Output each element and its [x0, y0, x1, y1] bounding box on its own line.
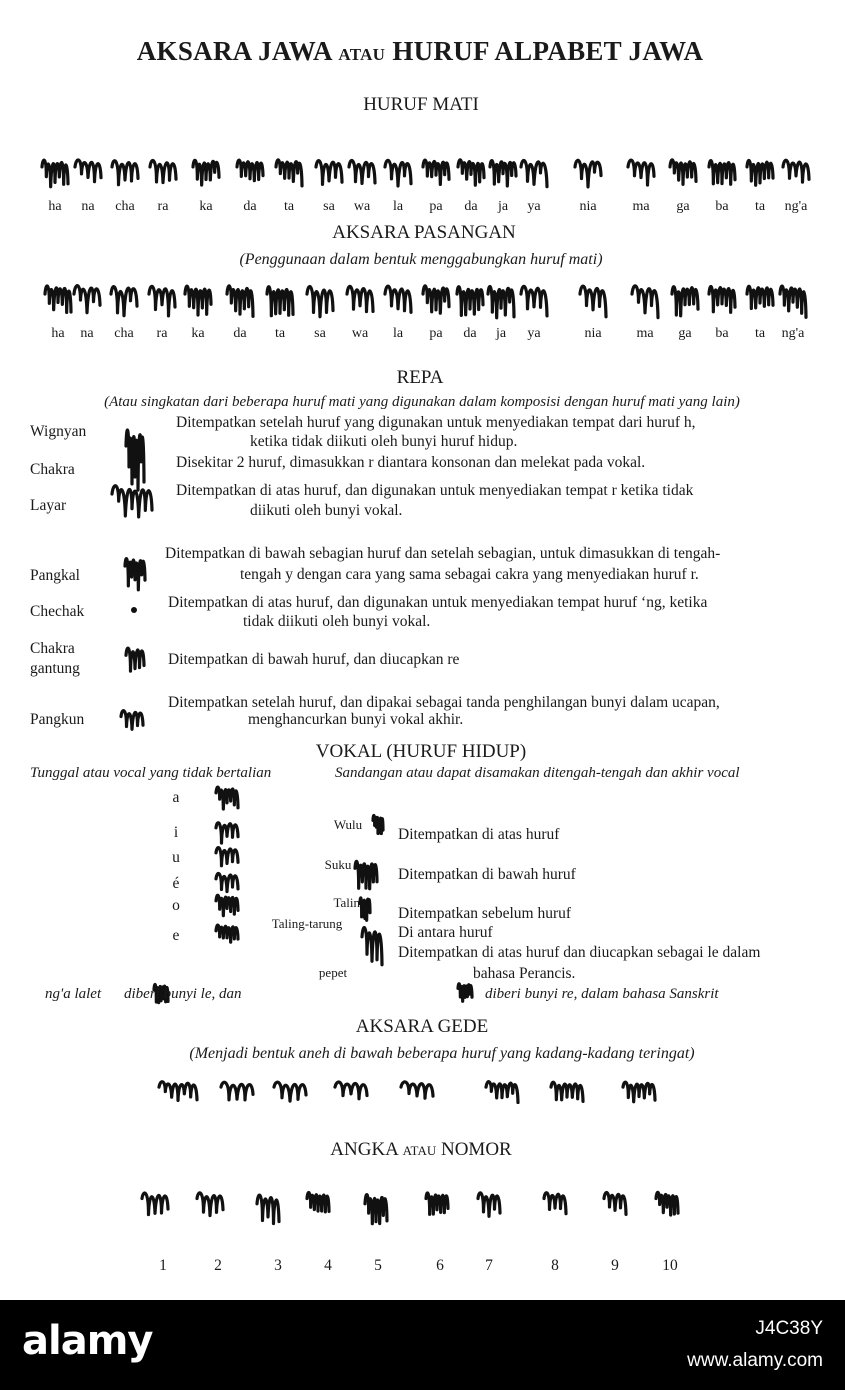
pasangan-label: ka: [191, 326, 205, 341]
vokal-heading: VOKAL (HURUF HIDUP): [315, 741, 527, 762]
huruf-mati-label: ka: [199, 199, 213, 214]
site-url: www.alamy.com: [687, 1350, 823, 1371]
re-desc: diberi bunyi re, dalam bahasa Sanskrit: [485, 986, 719, 1002]
numeral-glyph: [255, 1188, 281, 1233]
repa-item-name: Chechak: [30, 603, 85, 620]
huruf-mati-glyph: [314, 155, 344, 189]
repa-item-name: Chakra: [30, 640, 75, 657]
pasangan-glyph: [778, 280, 808, 320]
gede-glyph: [399, 1078, 435, 1104]
number-label: 7: [485, 1257, 493, 1274]
huruf-mati-glyph: [347, 155, 377, 189]
repa-heading: REPA: [396, 367, 444, 388]
numeral-glyph: [476, 1188, 502, 1218]
huruf-mati-glyph: [421, 155, 451, 189]
numeral-glyph: [602, 1188, 628, 1218]
gede-subtitle: (Menjadi bentuk aneh di bawah beberapa huruf yang kadang-kadang teringat): [189, 1045, 695, 1062]
huruf-mati-glyph: [274, 155, 304, 189]
pasangan-label: ta: [754, 326, 766, 341]
sandangan-desc: Ditempatkan sebelum huruf: [398, 905, 572, 922]
repa-item-desc: ketika tidak diikuti oleh bunyi huruf hidup.: [250, 433, 518, 450]
gede-glyph: [219, 1078, 255, 1104]
pasangan-label: ra: [156, 326, 168, 341]
sandangan-desc2: bahasa Perancis.: [473, 965, 576, 982]
vowel-glyph: [214, 921, 240, 949]
pasangan-glyph: [225, 280, 255, 320]
pasangan-glyph: [630, 280, 660, 320]
huruf-mati-label: la: [392, 199, 404, 214]
repa-glyph: [123, 552, 147, 592]
pasangan-glyph: [383, 280, 413, 320]
repa-item-desc: diikuti oleh bunyi vokal.: [250, 502, 403, 519]
number-label: 6: [436, 1257, 444, 1274]
pasangan-glyph: [421, 280, 451, 320]
huruf-mati-label: ha: [48, 199, 62, 214]
huruf-mati-glyph: [383, 155, 413, 189]
repa-glyph: [124, 642, 146, 680]
pasangan-glyph: [72, 280, 102, 320]
gede-glyph: [549, 1078, 585, 1104]
huruf-mati-label: sa: [323, 199, 335, 214]
huruf-mati-label: ta: [754, 199, 766, 214]
huruf-mati-label: ja: [497, 199, 509, 214]
number-label: 8: [551, 1257, 559, 1274]
sandangan-glyph: [360, 920, 384, 968]
pasangan-label: ga: [678, 326, 692, 341]
pasangan-label: nia: [584, 326, 602, 341]
repa-item-name: Pangkun: [30, 711, 85, 728]
pasangan-label: da: [233, 326, 247, 341]
numeral-glyph: [195, 1188, 225, 1218]
huruf-mati-label: ba: [715, 199, 729, 214]
pasangan-glyph: [519, 280, 549, 320]
pasangan-glyph: [305, 280, 335, 320]
pasangan-glyph: [265, 280, 295, 320]
numeral-glyph: [654, 1188, 680, 1218]
repa-glyph: [119, 706, 145, 736]
pasangan-glyph: [183, 280, 213, 320]
repa-item-desc: Ditempatkan setelah huruf, dan dipakai sebagai tanda penghilangan bunyi dalam ucapan,: [168, 694, 720, 711]
huruf-mati-glyph: [707, 155, 737, 189]
vowel-letter: a: [172, 789, 180, 806]
vowel-letter: o: [172, 897, 180, 914]
pasangan-label: sa: [314, 326, 326, 341]
repa-item-desc: Ditempatkan di bawah sebagian huruf dan setelah sebagian, untuk dimasukkan di tengah-: [165, 545, 721, 562]
huruf-mati-glyph: [573, 155, 603, 189]
pasangan-glyph: [455, 280, 485, 320]
huruf-mati-glyph: [519, 155, 549, 189]
title-part1: AKSARA JAWA: [136, 36, 332, 66]
repa-item-desc: menghancurkan bunyi vokal akhir.: [248, 711, 464, 728]
repa-item-name: Pangkal: [30, 567, 80, 584]
sandangan-glyph: [358, 893, 372, 923]
huruf-mati-glyph: [781, 155, 811, 189]
pasangan-label: ba: [715, 326, 729, 341]
gede-glyph: [333, 1078, 369, 1104]
huruf-mati-label: nia: [579, 199, 597, 214]
pasangan-label: ha: [51, 326, 65, 341]
number-label: 3: [274, 1257, 282, 1274]
vowel-glyph: [214, 783, 240, 811]
nga-lalet-desc: diberi bunyi le, dan: [124, 986, 242, 1002]
repa-item-desc: Ditempatkan di atas huruf, dan digunakan untuk menyediakan tempat r ketika tidak: [176, 482, 694, 499]
pasangan-glyph: [707, 280, 737, 320]
number-label: 5: [374, 1257, 382, 1274]
repa-item-name: Chakra: [30, 461, 75, 478]
huruf-mati-glyph: [73, 155, 103, 189]
huruf-mati-label: ya: [527, 199, 541, 214]
pasangan-label: ja: [495, 326, 507, 341]
gede-heading: AKSARA GEDE: [355, 1016, 489, 1037]
pasangan-glyph: [345, 280, 375, 320]
repa-glyph: [110, 480, 154, 520]
vowel-glyph: [214, 818, 240, 846]
sandangan-glyph: [371, 812, 385, 836]
repa-item-desc: Disekitar 2 huruf, dimasukkan r diantara konsonan dan melekat pada vokal.: [176, 454, 646, 471]
huruf-mati-glyph: [668, 155, 698, 189]
sandangan-name: Taling-tarung: [271, 916, 343, 931]
angka-heading: [330, 1139, 511, 1161]
huruf-mati-label: ga: [676, 199, 690, 214]
repa-item-desc: tengah y dengan cara yang sama sebagai cakra yang menyediakan huruf r.: [240, 566, 699, 583]
huruf-mati-glyph: [488, 155, 518, 189]
numeral-glyph: [305, 1188, 331, 1218]
sandangan-desc: Ditempatkan di atas huruf: [398, 826, 560, 843]
number-label: 1: [159, 1257, 167, 1274]
huruf-mati-glyph: [456, 155, 486, 189]
re-glyph: [456, 980, 474, 1004]
repa-item-name: Wignyan: [30, 423, 87, 440]
vowel-letter: u: [172, 849, 180, 866]
pasangan-label: ng'a: [781, 326, 805, 341]
numeral-glyph: [363, 1188, 389, 1233]
huruf-mati-heading: HURUF MATI: [363, 94, 479, 115]
pasangan-label: pa: [429, 326, 443, 341]
chechak-dot-icon: [131, 607, 137, 613]
pasangan-glyph: [43, 280, 73, 320]
huruf-mati-glyph: [235, 155, 265, 189]
pasangan-glyph: [147, 280, 177, 320]
vowel-letter: é: [172, 875, 180, 892]
gede-glyph: [272, 1078, 308, 1104]
vowel-glyph: [214, 891, 240, 919]
pasangan-label: cha: [114, 326, 134, 341]
huruf-mati-glyph: [191, 155, 221, 189]
pasangan-heading: AKSARA PASANGAN: [332, 222, 516, 243]
numeral-glyph: [424, 1188, 450, 1218]
pasangan-glyph: [578, 280, 608, 320]
huruf-mati-label: pa: [429, 199, 443, 214]
pasangan-glyph: [486, 280, 516, 320]
repa-subtitle: (Atau singkatan dari beberapa huruf mati yang digunakan dalam komposisi dengan huruf mati yang lain): [104, 394, 740, 410]
pasangan-label: ya: [527, 326, 541, 341]
huruf-mati-label: cha: [115, 199, 135, 214]
sandangan-desc: Di antara huruf: [398, 924, 493, 941]
number-label: 2: [214, 1257, 222, 1274]
sandangan-name: Wulu: [333, 817, 363, 832]
pasangan-label: ma: [636, 326, 654, 341]
alamy-logo: alamy: [22, 1318, 153, 1364]
vowel-glyph: [214, 843, 240, 871]
pasangan-glyph: [109, 280, 139, 320]
huruf-mati-label: wa: [353, 199, 371, 214]
angka-heading-part1: ANGKA: [330, 1139, 398, 1160]
sandangan-desc: Ditempatkan di atas huruf dan diucapkan sebagai le dalam: [398, 944, 761, 961]
image-id: J4C38Y: [755, 1318, 823, 1339]
repa-item-desc: Ditempatkan di atas huruf, dan digunakan untuk menyediakan tempat huruf ‘ng, ketika: [168, 594, 708, 611]
huruf-mati-label: na: [81, 199, 95, 214]
pasangan-label: la: [392, 326, 404, 341]
pasangan-label: da: [463, 326, 477, 341]
huruf-mati-glyph: [745, 155, 775, 189]
title-part2: HURUF ALPABET JAWA: [392, 36, 704, 66]
nga-lalet-label: ng'a lalet: [45, 986, 102, 1002]
vokal-right-header: Sandangan atau dapat disamakan ditengah-tengah dan akhir vocal: [335, 765, 740, 781]
gede-glyph: [157, 1078, 199, 1104]
sandangan-name: Suku: [324, 857, 352, 872]
huruf-mati-label: ma: [632, 199, 650, 214]
huruf-mati-glyph: [626, 155, 656, 189]
huruf-mati-label: ra: [157, 199, 169, 214]
huruf-mati-label: ta: [283, 199, 295, 214]
huruf-mati-glyph: [148, 155, 178, 189]
number-label: 10: [662, 1257, 678, 1274]
page-title: [137, 36, 704, 67]
huruf-mati-glyph: [40, 155, 70, 189]
repa-item-desc: Ditempatkan di bawah huruf, dan diucapkan re: [168, 651, 460, 668]
title-connector: ATAU: [338, 45, 386, 64]
pasangan-glyph: [670, 280, 700, 320]
vokal-left-header: Tunggal atau vocal yang tidak bertalian: [30, 765, 272, 781]
number-label: 4: [324, 1257, 332, 1274]
pasangan-label: ta: [274, 326, 286, 341]
repa-item-desc: Ditempatkan setelah huruf yang digunakan untuk menyediakan tempat dari huruf h,: [176, 414, 696, 431]
huruf-mati-glyph: [110, 155, 140, 189]
pasangan-subtitle: (Penggunaan dalam bentuk menggabungkan huruf mati): [239, 251, 603, 268]
gede-glyph: [621, 1078, 657, 1104]
angka-heading-part2: NOMOR: [440, 1139, 512, 1160]
sandangan-glyph: [353, 855, 379, 893]
huruf-mati-label: ng'a: [784, 199, 808, 214]
repa-item-name: Layar: [30, 497, 67, 514]
number-label: 9: [611, 1257, 619, 1274]
numeral-glyph: [140, 1188, 170, 1218]
pasangan-label: wa: [351, 326, 369, 341]
repa-item-desc: tidak diikuti oleh bunyi vokal.: [243, 613, 431, 630]
repa-item-name2: gantung: [30, 660, 80, 677]
gede-glyph: [484, 1078, 520, 1104]
huruf-mati-label: da: [243, 199, 257, 214]
numeral-glyph: [542, 1188, 568, 1218]
pasangan-label: na: [80, 326, 94, 341]
vowel-letter: i: [173, 824, 179, 841]
vowel-letter: e: [172, 927, 180, 944]
sandangan-name: Taling: [333, 895, 367, 910]
watermark-footer: [0, 1300, 845, 1390]
sandangan-name: pepet: [318, 965, 348, 980]
huruf-mati-label: da: [464, 199, 478, 214]
angka-connector: ATAU: [402, 1143, 437, 1158]
sandangan-desc: Ditempatkan di bawah huruf: [398, 866, 576, 883]
pasangan-glyph: [745, 280, 775, 320]
